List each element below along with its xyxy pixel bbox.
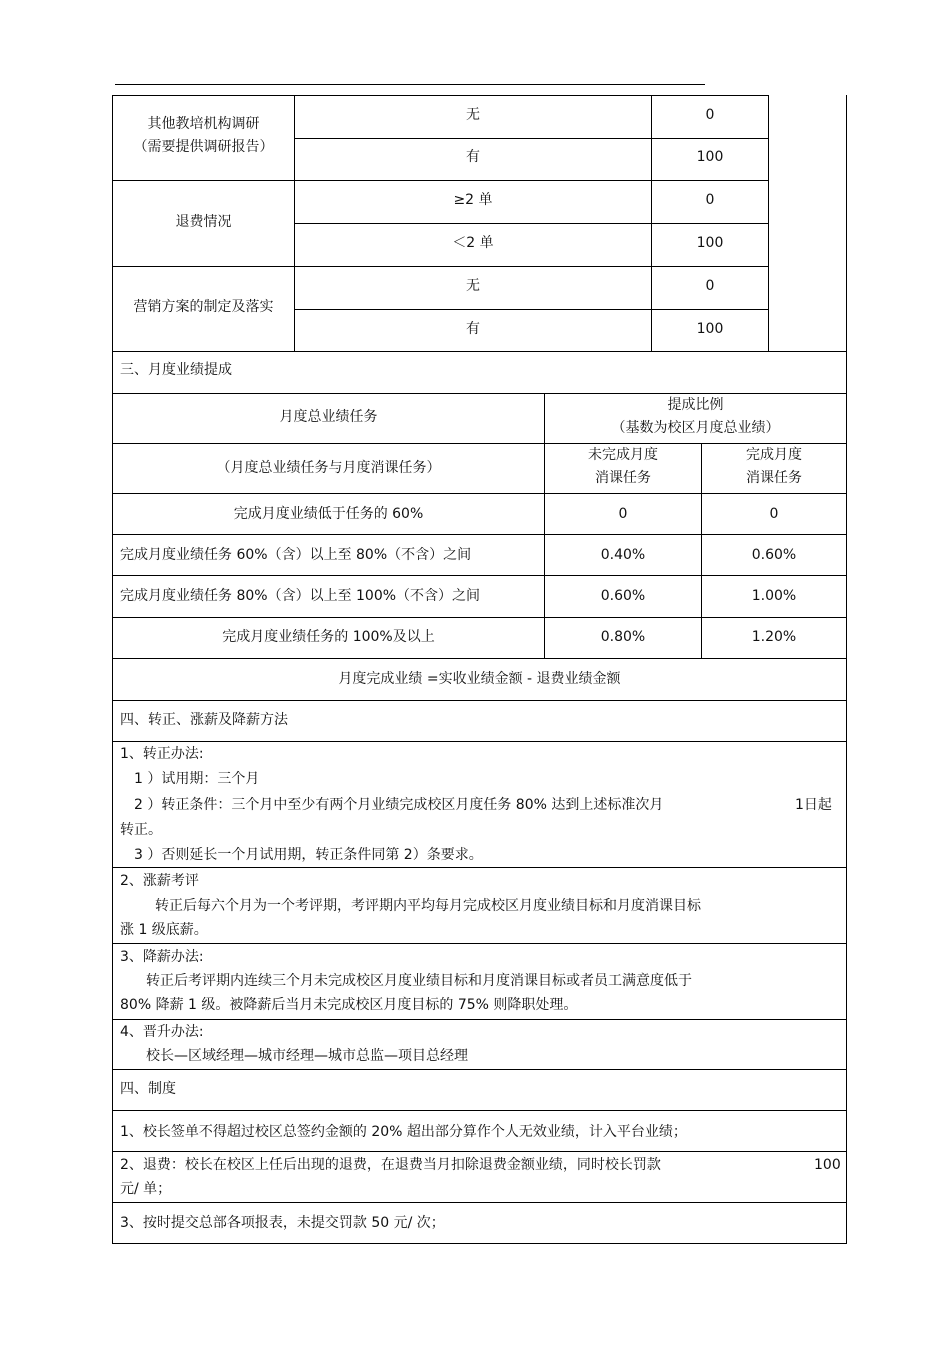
paragraph-line: 涨 1 级底薪。: [120, 922, 208, 938]
paragraph-title: 1、转正办法:: [120, 746, 204, 762]
condition-text: 有: [466, 321, 480, 337]
col-complete: 完成月度: [746, 447, 802, 463]
section-title: 三、月度业绩提成: [120, 362, 232, 378]
header-rule: [115, 84, 705, 85]
score-text: 100: [696, 235, 724, 251]
row-value: 0: [769, 506, 779, 522]
row-value: 0.80%: [600, 629, 646, 645]
condition-text: ＜2 单: [452, 235, 494, 251]
rule-text: 元/ 单；: [120, 1181, 172, 1197]
paragraph-line: 校长—区域经理—城市经理—城市总监—项目总经理: [146, 1048, 468, 1064]
row-value: 0.60%: [751, 547, 797, 563]
rule-text: 3、按时提交总部各项报表，未提交罚款 50 元/ 次；: [120, 1215, 445, 1231]
row-value: 1.20%: [751, 629, 797, 645]
paragraph-line: 转正后考评期内连续三个月未完成校区月度业绩目标和月度消课目标或者员工满意度低于: [146, 973, 692, 989]
row-condition: 完成月度业绩任务 60%（含）以上至 80%（不含）之间: [120, 547, 472, 563]
paragraph-line: 1 ）试用期：三个月: [134, 771, 260, 787]
rule-text: 2、退费：校长在校区上任后出现的退费，在退费当月扣除退费金额业绩，同时校长罚款: [120, 1157, 661, 1173]
header-ratio-note: （基数为校区月度总业绩）: [611, 420, 780, 436]
paragraph-line: 转正后每六个月为一个考评期，考评期内平均每月完成校区月度业绩目标和月度消课目标: [155, 898, 701, 914]
row-value: 0.40%: [600, 547, 646, 563]
condition-text: ≥2 单: [453, 192, 493, 208]
table-right-border: [846, 95, 847, 352]
formula-text: 月度完成业绩 =实收业绩金额 - 退费业绩金额: [338, 671, 621, 687]
row-value: 0.60%: [600, 588, 646, 604]
section-title-cell: [112, 1069, 847, 1111]
paragraph-title: 2、涨薪考评: [120, 873, 199, 889]
col-complete: 消课任务: [746, 470, 802, 486]
paragraph-line: 1日起: [795, 797, 832, 813]
subheader-left: （月度总业绩任务与月度消课任务）: [216, 460, 441, 476]
row-condition: 完成月度业绩低于任务的 60%: [233, 506, 424, 522]
rule-text: 1、校长签单不得超过校区总签约金额的 20% 超出部分算作个人无效业绩，计入平台业绩；: [120, 1124, 687, 1140]
condition-text: 无: [466, 107, 480, 123]
header-task: 月度总业绩任务: [279, 409, 378, 425]
rule-text: 100: [814, 1157, 841, 1173]
paragraph-title: 3、降薪办法:: [120, 949, 204, 965]
paragraph-line: 2 ）转正条件：三个月中至少有两个月业绩完成校区月度任务 80% 达到上述标准次月: [134, 797, 664, 813]
row-condition: 完成月度业绩任务的 100%及以上: [222, 629, 435, 645]
section-title: 四、转正、涨薪及降薪方法: [120, 712, 288, 728]
row-label: 退费情况: [175, 214, 232, 230]
score-text: 100: [696, 321, 724, 337]
paragraph-title: 4、晋升办法:: [120, 1024, 204, 1040]
row-value: 1.00%: [751, 588, 797, 604]
row-label: 营销方案的制定及落实: [133, 299, 274, 315]
score-text: 0: [705, 107, 715, 123]
row-label: 其他教培机构调研: [147, 116, 260, 132]
paragraph-line: 转正。: [120, 822, 162, 838]
col-incomplete: 消课任务: [595, 470, 651, 486]
score-text: 0: [705, 278, 715, 294]
row-label-note: （需要提供调研报告）: [133, 139, 274, 155]
section-title: 四、制度: [120, 1081, 176, 1097]
paragraph-line: 3 ）否则延长一个月试用期，转正条件同第 2）条要求。: [134, 847, 483, 863]
header-ratio: 提成比例: [667, 397, 724, 413]
col-incomplete: 未完成月度: [588, 447, 658, 463]
condition-text: 无: [466, 278, 480, 294]
row-value: 0: [618, 506, 628, 522]
score-text: 100: [696, 149, 724, 165]
row-condition: 完成月度业绩任务 80%（含）以上至 100%（不含）之间: [120, 588, 481, 604]
paragraph-line: 80% 降薪 1 级。被降薪后当月未完成校区月度目标的 75% 则降职处理。: [120, 997, 578, 1013]
score-text: 0: [705, 192, 715, 208]
condition-text: 有: [466, 149, 480, 165]
